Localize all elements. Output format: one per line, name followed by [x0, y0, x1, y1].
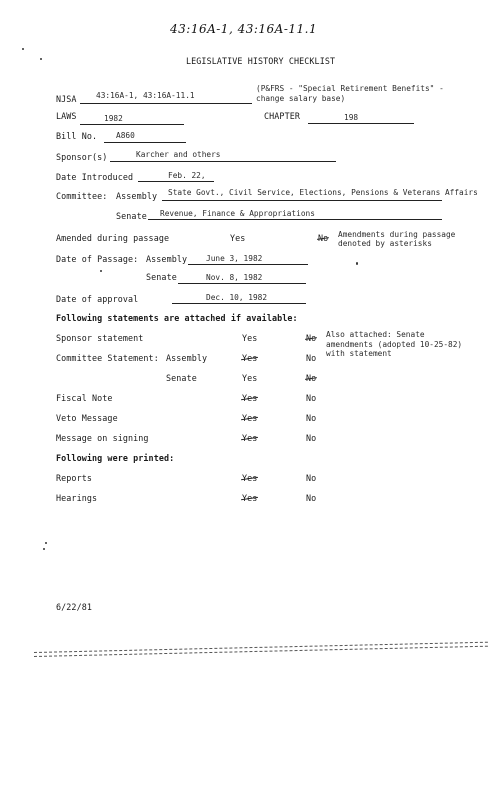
committee-statement-senate-no: No: [306, 373, 317, 383]
fiscal-note-no: No: [306, 393, 317, 403]
sponsor-statement-no: No: [306, 333, 317, 343]
reports-label: Reports: [56, 473, 92, 483]
veto-message-label: Veto Message: [56, 413, 118, 423]
njsa-note: (P&FRS - "Special Retirement Benefits" - change salary base): [256, 84, 444, 103]
committee-statement-assembly-no: No: [306, 353, 317, 363]
also-attached-note: Also attached: Senate amendments (adopted 10-25-82) with statement: [326, 330, 463, 358]
committee-label: Committee:: [56, 191, 108, 201]
approval-underline: [172, 303, 306, 304]
passage-assembly-label: Assembly: [146, 254, 188, 264]
scan-speck: [40, 58, 42, 60]
chapter-value: 198: [344, 113, 359, 122]
approval-label: Date of approval: [56, 294, 139, 304]
committee-statement-assembly-yes: Yes: [242, 353, 258, 363]
bill-value: A860: [116, 131, 135, 140]
laws-value: 1982: [104, 114, 123, 123]
signing-message-no: No: [306, 433, 317, 443]
hearings-yes: Yes: [242, 493, 258, 503]
date-introduced-value: Feb. 22,: [168, 171, 206, 180]
amended-yes: Yes: [230, 233, 246, 243]
njsa-underline: [80, 103, 252, 104]
sponsor-statement-yes: Yes: [242, 333, 258, 343]
sponsor-statement-label: Sponsor statement: [56, 333, 144, 343]
hearings-no: No: [306, 493, 317, 503]
bill-underline: [104, 142, 186, 143]
reports-no: No: [306, 473, 317, 483]
chapter-label: CHAPTER: [264, 111, 300, 121]
signing-message-label: Message on signing: [56, 433, 149, 443]
passage-senate-label: Senate: [146, 272, 177, 282]
laws-label: LAWS: [56, 111, 77, 121]
passage-senate-value: Nov. 8, 1982: [206, 273, 263, 282]
amended-note: Amendments during passage denoted by asterisks: [338, 230, 456, 248]
amended-label: Amended during passage: [56, 233, 170, 243]
handwritten-citation: 43:16A-1, 43:16A-11.1: [170, 22, 318, 36]
passage-assembly-underline: [188, 264, 308, 265]
njsa-label: NJSA: [56, 94, 77, 104]
committee-statement-assembly-label: Assembly: [166, 353, 208, 363]
committee-assembly-label: Assembly: [116, 191, 158, 201]
scan-speck: [22, 48, 24, 50]
fiscal-note-label: Fiscal Note: [56, 393, 113, 403]
committee-assembly-value: State Govt., Civil Service, Elections, Pensions & Veterans Affairs: [168, 188, 478, 197]
committee-senate-label: Senate: [116, 211, 147, 221]
scan-speck: [356, 262, 358, 265]
reports-yes: Yes: [242, 473, 258, 483]
sponsor-underline: [110, 161, 336, 162]
veto-message-no: No: [306, 413, 317, 423]
committee-senate-underline: [148, 219, 442, 220]
chapter-underline: [308, 123, 414, 124]
committee-statement-senate-label: Senate: [166, 373, 197, 383]
committee-assembly-underline: [162, 200, 442, 201]
njsa-value: 43:16A-1, 43:16A-11.1: [96, 91, 195, 100]
committee-statement-senate-yes: Yes: [242, 373, 258, 383]
fiscal-note-yes: Yes: [242, 393, 258, 403]
footer-date: 6/22/81: [56, 602, 92, 612]
sponsor-label: Sponsor(s): [56, 152, 108, 162]
committee-statement-label: Committee Statement:: [56, 353, 159, 363]
signing-message-yes: Yes: [242, 433, 258, 443]
scan-speck: [100, 270, 102, 272]
scan-speck: [43, 548, 45, 550]
statements-heading: Following statements are attached if available:: [56, 313, 298, 323]
committee-senate-value: Revenue, Finance & Appropriations: [160, 209, 315, 218]
veto-message-yes: Yes: [242, 413, 258, 423]
page-title: LEGISLATIVE HISTORY CHECKLIST: [186, 56, 336, 66]
date-introduced-underline: [138, 181, 214, 182]
sponsor-value: Karcher and others: [136, 150, 221, 159]
amended-no: No: [318, 233, 329, 243]
hearings-label: Hearings: [56, 493, 98, 503]
bill-label: Bill No.: [56, 131, 98, 141]
printed-heading: Following were printed:: [56, 453, 175, 463]
scan-speck: [45, 542, 47, 544]
passage-assembly-value: June 3, 1982: [206, 254, 263, 263]
date-introduced-label: Date Introduced: [56, 172, 134, 182]
passage-senate-underline: [178, 283, 306, 284]
passage-label: Date of Passage:: [56, 254, 139, 264]
laws-underline: [80, 124, 184, 125]
approval-value: Dec. 10, 1982: [206, 293, 268, 302]
